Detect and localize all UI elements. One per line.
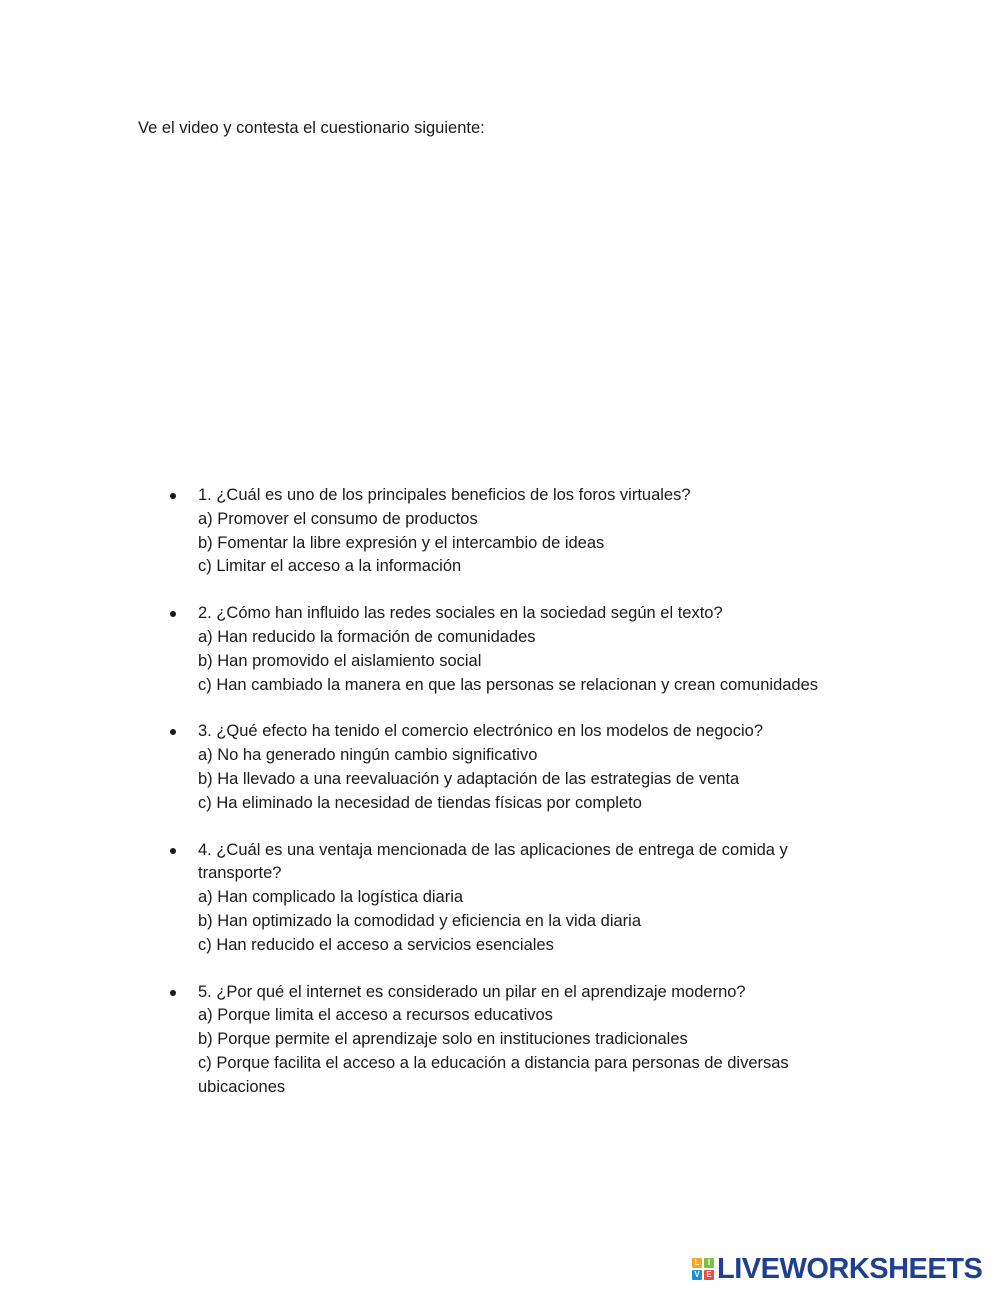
bullet-icon <box>170 493 176 499</box>
option-c[interactable]: c) Ha eliminado la necesidad de tiendas físicas por completo <box>198 793 642 812</box>
option-a[interactable]: a) Han complicado la logística diaria <box>198 888 464 907</box>
option-c[interactable]: c) Han cambiado la manera en que las personas se relacionan y crean comunidades <box>198 675 819 694</box>
option-c[interactable]: c) Porque facilita el acceso a la educación a distancia para personas de diversas ubicaciones <box>198 1053 789 1096</box>
option-a[interactable]: a) Porque limita el acceso a recursos educativos <box>198 1006 553 1025</box>
question-item <box>166 720 866 815</box>
question-item <box>166 602 866 697</box>
option-a[interactable]: a) No ha generado ningún cambio significativo <box>198 746 538 765</box>
question-list <box>166 484 866 1123</box>
question-text: 1. ¿Cuál es uno de los principales beneficios de los foros virtuales? <box>198 486 691 504</box>
logo-mark-icon <box>692 1258 714 1280</box>
option-c[interactable]: c) Han reducido el acceso a servicios esenciales <box>198 935 554 954</box>
logo-mark-letter: V <box>692 1270 702 1280</box>
logo-text: LIVEWORKSHEETS <box>717 1253 983 1285</box>
option-b[interactable]: b) Ha llevado a una reevaluación y adaptación de las estrategias de venta <box>198 769 740 788</box>
question-item <box>166 981 866 1100</box>
liveworksheets-logo <box>692 1254 982 1284</box>
bullet-icon <box>170 611 176 617</box>
question-text: 5. ¿Por qué el internet es considerado un pilar en el aprendizaje moderno? <box>198 982 746 1001</box>
logo-mark-letter: I <box>704 1258 714 1268</box>
bullet-icon <box>170 848 176 854</box>
logo-mark-letter: L <box>692 1258 702 1268</box>
question-text: 4. ¿Cuál es una ventaja mencionada de las aplicaciones de entrega de comida y transporte? <box>198 840 788 883</box>
bullet-icon <box>170 729 176 735</box>
bullet-icon <box>170 990 176 996</box>
option-c[interactable]: c) Limitar el acceso a la información <box>198 557 462 576</box>
question-item <box>166 839 866 958</box>
question-text: 3. ¿Qué efecto ha tenido el comercio electrónico en los modelos de negocio? <box>198 722 764 741</box>
option-a[interactable]: a) Han reducido la formación de comunidades <box>198 627 536 646</box>
intro-text: Ve el video y contesta el cuestionario siguiente: <box>138 119 485 137</box>
option-a[interactable]: a) Promover el consumo de productos <box>198 509 478 528</box>
question-text: 2. ¿Cómo han influido las redes sociales en la sociedad según el texto? <box>198 604 723 623</box>
question-item <box>166 484 866 579</box>
option-b[interactable]: b) Han optimizado la comodidad y eficiencia en la vida diaria <box>198 911 641 930</box>
option-b[interactable]: b) Fomentar la libre expresión y el intercambio de ideas <box>198 533 605 552</box>
option-b[interactable]: b) Han promovido el aislamiento social <box>198 651 482 670</box>
logo-mark-letter: E <box>704 1270 714 1280</box>
option-b[interactable]: b) Porque permite el aprendizaje solo en instituciones tradicionales <box>198 1030 688 1049</box>
